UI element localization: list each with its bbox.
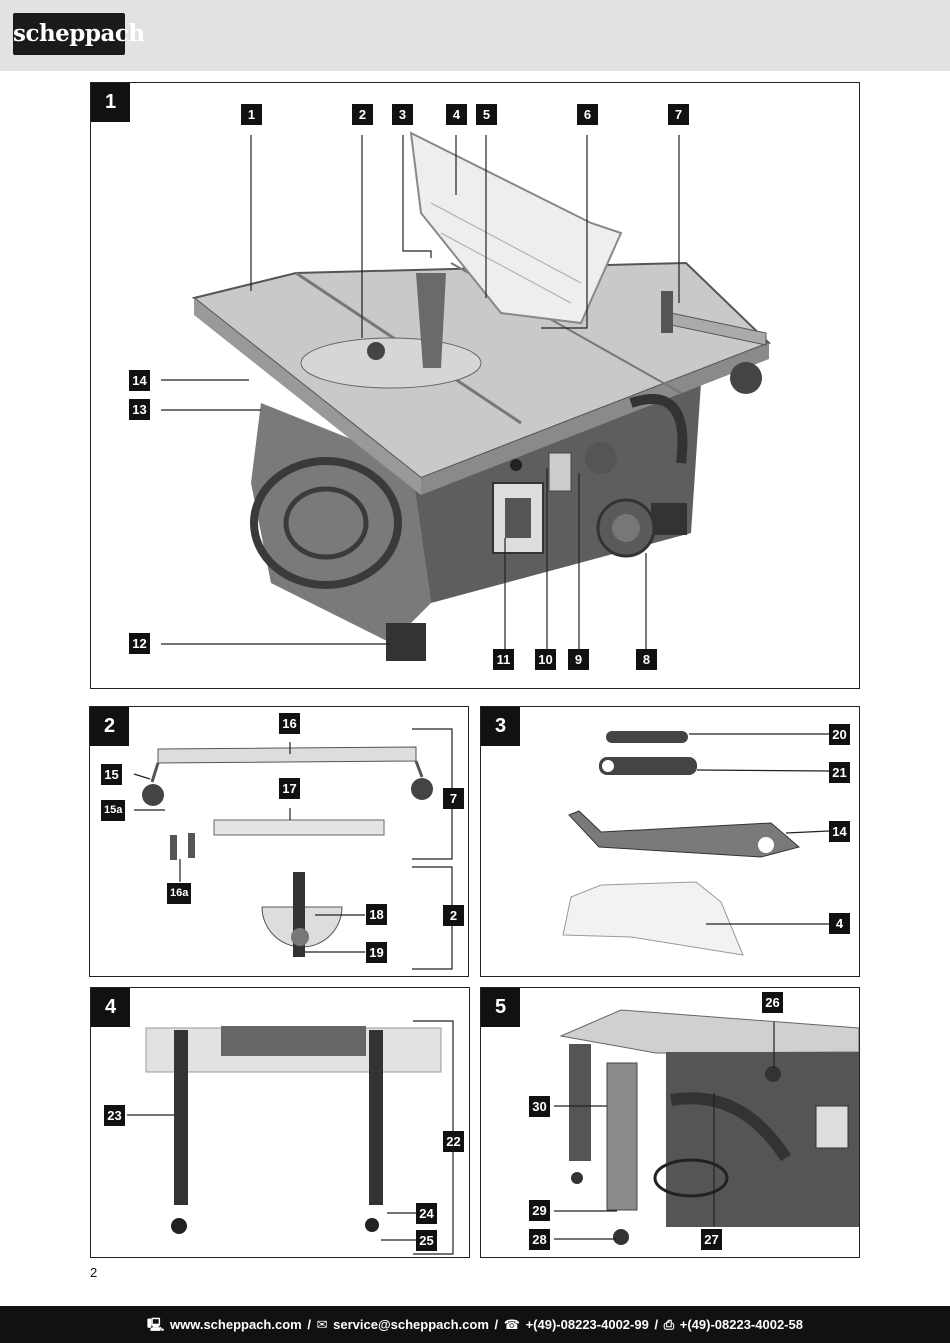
callout-30: 30 (529, 1096, 550, 1117)
callout-16a: 16a (167, 883, 191, 904)
callout-10: 10 (535, 649, 556, 670)
callout-18: 18 (366, 904, 387, 925)
callout-11: 11 (493, 649, 514, 670)
fence-and-mitre-illustration (90, 707, 468, 976)
callout-13: 13 (129, 399, 150, 420)
callout-3: 3 (392, 104, 413, 125)
callout-17: 17 (279, 778, 300, 799)
fax-icon: ⎙ (663, 1317, 675, 1332)
callout-20: 20 (829, 724, 850, 745)
callout-21: 21 (829, 762, 850, 783)
email-link[interactable]: service@scheppach.com (333, 1317, 489, 1332)
accessories-illustration (481, 707, 859, 976)
callout-4: 4 (446, 104, 467, 125)
figure-number: 4 (91, 988, 130, 1027)
callout-29: 29 (529, 1200, 550, 1221)
callout-2: 2 (443, 905, 464, 926)
fax-number: +(49)-08223-4002-58 (679, 1317, 803, 1332)
separator: / (654, 1317, 659, 1332)
brand-logo: scheppach (13, 13, 125, 55)
callout-24: 24 (416, 1203, 437, 1224)
callout-14: 14 (829, 821, 850, 842)
separator: / (307, 1317, 311, 1332)
callout-6: 6 (577, 104, 598, 125)
callout-28: 28 (529, 1229, 550, 1250)
figure-number: 5 (481, 988, 520, 1027)
website-link[interactable]: www.scheppach.com (169, 1317, 302, 1332)
callout-23: 23 (104, 1105, 125, 1126)
callout-25: 25 (416, 1230, 437, 1251)
callout-5: 5 (476, 104, 497, 125)
header-bar (0, 0, 950, 71)
figure-number: 3 (481, 707, 520, 746)
callout-2: 2 (352, 104, 373, 125)
stand-legs-illustration (91, 988, 469, 1257)
figure-number: 2 (90, 707, 129, 746)
callout-15: 15 (101, 764, 122, 785)
table-saw-illustration (91, 83, 859, 688)
callout-7: 7 (443, 788, 464, 809)
phone-icon: ☎ (503, 1317, 520, 1332)
callout-26: 26 (762, 992, 783, 1013)
computer-icon: 🖳 (147, 1317, 165, 1332)
callout-1: 1 (241, 104, 262, 125)
callout-12: 12 (129, 633, 150, 654)
phone-number: +(49)-08223-4002-99 (525, 1317, 649, 1332)
callout-15a: 15a (101, 800, 125, 821)
callout-16: 16 (279, 713, 300, 734)
figure-1-panel (90, 82, 860, 689)
figure-4-panel (90, 987, 470, 1258)
callout-27: 27 (701, 1229, 722, 1250)
callout-9: 9 (568, 649, 589, 670)
callout-19: 19 (366, 942, 387, 963)
figure-5-panel (480, 987, 860, 1258)
callout-22: 22 (443, 1131, 464, 1152)
callout-8: 8 (636, 649, 657, 670)
separator: / (494, 1317, 499, 1332)
callout-4: 4 (829, 913, 850, 934)
footer-contact-bar (0, 1306, 950, 1343)
figure-number: 1 (91, 83, 130, 122)
mail-icon: ✉ (316, 1317, 328, 1332)
page-number: 2 (90, 1265, 98, 1280)
figure-2-panel (89, 706, 469, 977)
callout-7: 7 (668, 104, 689, 125)
figure-3-panel (480, 706, 860, 977)
callout-14: 14 (129, 370, 150, 391)
